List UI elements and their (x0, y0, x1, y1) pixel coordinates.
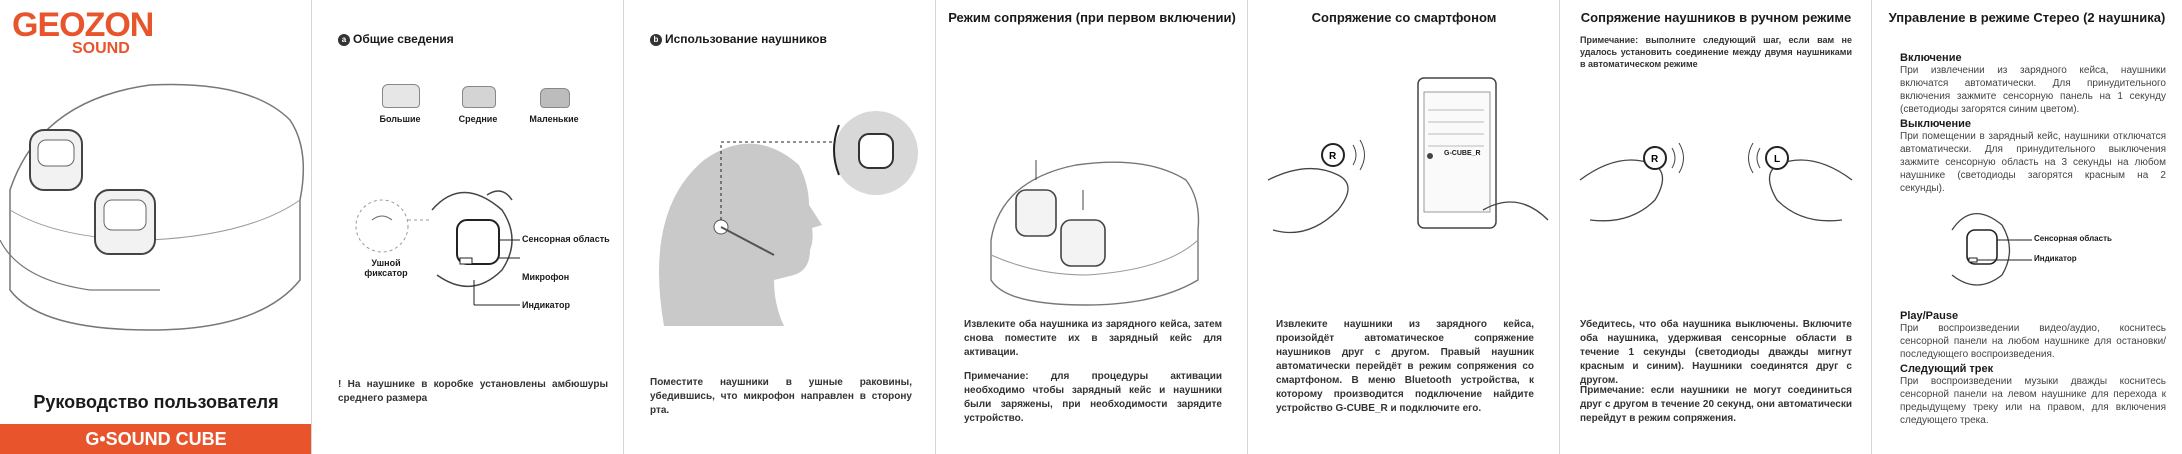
label-microphone: Микрофон (522, 272, 570, 282)
label-touch-area: Сенсорная область (522, 234, 610, 244)
usage-text: Поместите наушники в ушные раковины, убедившись, что микрофон направлен в сторону рта. (650, 377, 912, 416)
manual-title: Руководство пользователя (33, 392, 279, 412)
usage-heading (650, 32, 827, 46)
power-off-title: Выключение (1900, 118, 1971, 130)
two-hands-illustration (1560, 120, 1872, 250)
playback-instructions (1900, 308, 2166, 427)
phone-pairing-heading: Сопряжение со смартфоном (1311, 10, 1497, 25)
next-track-title: Следующий трек (1900, 363, 1994, 375)
heading-text: Использование наушников (665, 32, 827, 46)
phone-pairing-text: Извлеките наушники из зарядного кейса, произойдёт автоматическое сопряжение наушников друг с другом. Правый наушник автоматически перейдёт в режим сопряжения со смартфоном. В меню Bluetooth устройства, к которому производится подключение найдите устройство G-CUBE_R и подключите его. (1276, 319, 1534, 414)
tip-label-large: Большие (379, 114, 421, 124)
tip-label-medium: Средние (458, 114, 498, 124)
cover-panel (0, 0, 312, 454)
eartip-large (382, 84, 420, 108)
phone-device-name: G-CUBE_R (1444, 150, 1481, 157)
power-on-title: Включение (1900, 52, 1962, 64)
manual-pairing-note: Примечание: если наушники не могут соединиться друг с другом в течение 20 секунд, они автоматически перейдут в режим сопряжения. (1580, 385, 1852, 424)
activation-text: Извлеките оба наушника из зарядного кейса, затем снова поместите их в зарядный кейс для активации. (964, 319, 1222, 358)
power-on-text: При извлечении из зарядного кейса, наушники включатся автоматически. Для принудительного включения зажмите сенсорную панель на 1 секунду (светодиоды загорятся синим цветом). (1900, 65, 2166, 115)
eartip-small (540, 88, 570, 108)
next-track-text: При воспроизведении музыки дважды коснитесь сенсорной панели на левом наушнике для перехода к предыдущему треку или на правом, для включения следующего трека. (1900, 376, 2166, 426)
svg-text:L: L (1774, 154, 1781, 165)
usage-panel (624, 0, 936, 454)
case-activation-illustration (936, 140, 1248, 310)
logo-main: GEOZON (12, 6, 154, 44)
svg-text:R: R (1329, 151, 1337, 162)
pairing-mode-panel (936, 0, 1248, 454)
stereo-control-panel (1872, 0, 2182, 454)
eartip-medium (462, 86, 496, 108)
activation-note: Примечание: для процедуры активации необходимо чтобы зарядный кейс и наушники были заряжены, при необходимости зарядите устройство. (964, 371, 1222, 424)
tip-label-small: Маленькие (529, 114, 579, 124)
label-ear-hook: Ушной фиксатор (364, 258, 408, 278)
pairing-mode-heading: Режим сопряжения (при первом включении) (948, 10, 1236, 25)
eartip-note: ! На наушнике в коробке установлены амбюшуры среднего размера (338, 379, 608, 404)
heading-text: Общие сведения (353, 32, 454, 46)
manual-pairing-text: Убедитесь, что оба наушника выключены. Включите оба наушника, удерживая сенсорные области в течение 1 секунды (светодиоды дважды мигнут красным и синим). Наушники соединятся друг с другом. (1580, 319, 1852, 386)
play-pause-title: Play/Pause (1900, 310, 1959, 322)
label-touch-area: Сенсорная область (2034, 234, 2112, 243)
phone-pairing-illustration (1248, 70, 1560, 270)
label-indicator: Индикатор (522, 300, 570, 310)
earbud-small-diagram (1932, 200, 2072, 290)
play-pause-text: При воспроизведении видео/аудио, коснитесь сенсорной панели на любом наушнике для остановки/последующего воспроизведения. (1900, 323, 2166, 360)
earbud-diagram (352, 180, 552, 310)
phone-pairing-panel (1248, 0, 1560, 454)
power-instructions (1900, 50, 2166, 195)
head-wearing-illustration (624, 90, 936, 330)
label-indicator: Индикатор (2034, 254, 2077, 263)
charging-case-illustration (0, 40, 312, 340)
manual-pairing-panel (1560, 0, 1872, 454)
general-info-heading (338, 32, 454, 46)
general-info-panel (312, 0, 624, 454)
manual-pairing-note-top: Примечание: выполните следующий шаг, если вам не удалось установить соединение между двумя наушниками в автоматическом режиме (1580, 35, 1852, 69)
badge-a: a (338, 34, 350, 46)
power-off-text: При помещении в зарядный кейс, наушники отключатся автоматически. Для принудительного выключения зажмите сенсорную область на 3 секунды на любом наушнике (светодиоды загорятся красным на 2 секунды). (1900, 131, 2166, 194)
svg-text:R: R (1651, 154, 1659, 165)
badge-b: b (650, 34, 662, 46)
logo-sub: SOUND (72, 40, 130, 57)
manual-pairing-heading: Сопряжение наушников в ручном режиме (1580, 10, 1852, 25)
stereo-control-heading: Управление в режиме Стерео (2 наушника) (1888, 10, 2166, 25)
product-name-bar: G•SOUND CUBE (0, 424, 312, 454)
